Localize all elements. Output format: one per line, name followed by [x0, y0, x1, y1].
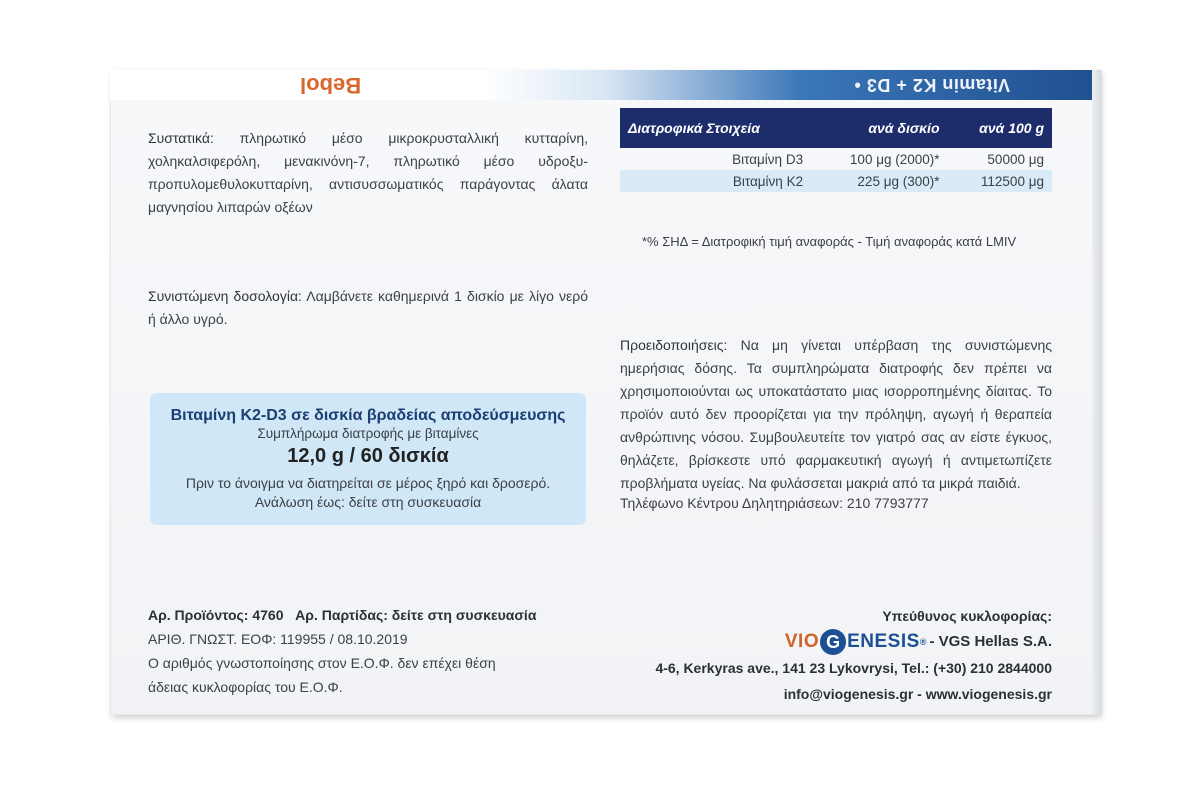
- batch-number: Αρ. Παρτίδας: δείτε στη συσκευασία: [295, 607, 537, 623]
- warnings-text: [620, 334, 1052, 495]
- brand-g-circle: G: [820, 629, 846, 655]
- package-side: [1092, 70, 1102, 715]
- mirrored-product-text: Vitamin K2 + D3 •: [853, 75, 1010, 95]
- nutrition-header: ανά δισκίο: [811, 108, 947, 148]
- product-registration: [148, 603, 536, 699]
- nutrition-footnote: *% ΣΗΔ = Διατροφική τιμή αναφοράς - Τιμή αναφοράς κατά LMIV: [642, 234, 1017, 249]
- dosage-label: Συνιστώμενη δοσολογία:: [148, 288, 302, 304]
- brand-logo: [552, 629, 1052, 655]
- registered-mark: ®: [919, 637, 927, 647]
- poison-center-phone: Τηλέφωνο Κέντρου Δηλητηριάσεων: 210 7793777: [620, 495, 929, 511]
- product-info-box: [150, 393, 586, 525]
- warnings-label: Προειδοποιήσεις:: [620, 337, 728, 353]
- nutrition-cell: 50000 μg: [987, 151, 1044, 167]
- product-title: Βιταμίνη K2-D3 σε δισκία βραδείας αποδεύσμευσης: [170, 407, 566, 424]
- expiry-text: Ανάλωση έως: δείτε στη συσκευασία: [254, 494, 482, 510]
- company-address: 4-6, Kerkyras ave., 141 23 Lykovrysi, Tel.: (+30) 210 2844000: [655, 660, 1052, 676]
- company-contact: info@viogenesis.gr - www.viogenesis.gr: [783, 686, 1052, 702]
- nutrition-header: Διατροφικά Στοιχεία: [620, 108, 811, 148]
- ingredients-body: πληρωτικό μέσο μικροκρυσταλλική κυτταρίνη, χοληκαλσιφερόλη, μενακινόνη-7, πληρωτικό μέσο υδροξυ-προπυλομεθυλοκυτταρίνη, αντισυσσωματικός παράγοντας άλατα μαγνησίου λιπαρών οξέων: [148, 130, 588, 215]
- nutrition-table: [620, 108, 1052, 192]
- nutrition-cell: 112500 μg: [948, 170, 1052, 192]
- warnings-body: Να μη γίνεται υπέρβαση της συνιστώμενης ημερήσιας δόσης. Τα συμπληρώματα διατροφής δεν πρέπει να χρησιμοποιούνται ως υποκατάστατο μιας ισορροπημένης δίαιτας. Το προϊόν αυτό δεν προορίζεται για την πρόληψη, αγωγή ή θεραπεία ανθρώπινης νόσου. Συμβουλευτείτε τον γιατρό σας αν είστε έγκυος, θηλάζετε, βρίσκεστε υπό φαρμακευτική αγωγή ή αντιμετωπίζετε προβλήματα υγείας. Να φυλάσσεται μακριά από τα μικρά παιδιά.: [620, 337, 1052, 491]
- company-name: - VGS Hellas S.A.: [929, 633, 1052, 650]
- mirrored-brand-text: Bebol: [300, 73, 362, 98]
- product-numbers: [148, 603, 536, 627]
- nutrition-cell: 225 μg (300)*: [811, 170, 947, 192]
- nutrition-row: [620, 148, 1052, 170]
- nutrition-cell: Βιταμίνη D3: [732, 151, 804, 167]
- eof-note-1: Ο αριθμός γνωστοποίησης στον Ε.Ο.Φ. δεν επέχει θέση: [148, 655, 496, 671]
- dosage-body: Λαμβάνετε καθημερινά 1 δισκίο με λίγο νερό ή άλλο υγρό.: [148, 288, 588, 327]
- product-quantity: 12,0 g / 60 δισκία: [287, 445, 449, 467]
- brand-enesis: ENESIS: [847, 631, 920, 652]
- ingredients-label: Συστατικά:: [148, 130, 214, 146]
- nutrition-cell: 100 μg (2000)*: [849, 151, 940, 167]
- package-top-flap: [110, 70, 1100, 100]
- brand-vio: VIO: [784, 631, 820, 652]
- nutrition-row: [620, 170, 1052, 192]
- responsible-label: Υπεύθυνος κυκλοφορίας:: [882, 608, 1052, 624]
- eof-number: ΑΡΙΘ. ΓΝΩΣΤ. ΕΟΦ: 119955 / 08.10.2019: [148, 631, 408, 647]
- eof-note-2: άδειας κυκλοφορίας του Ε.Ο.Φ.: [148, 679, 343, 695]
- nutrition-cell: Βιταμίνη K2: [620, 170, 811, 192]
- dosage-text: [148, 285, 588, 331]
- product-number: Αρ. Προϊόντος: 4760: [148, 607, 284, 623]
- product-subtitle: Συμπλήρωμα διατροφής με βιταμίνες: [257, 426, 479, 441]
- ingredients-text: [148, 127, 588, 219]
- nutrition-header: ανά 100 g: [948, 108, 1052, 148]
- nutrition-header-row: [620, 108, 1052, 148]
- storage-text: Πριν το άνοιγμα να διατηρείται σε μέρος ξηρό και δροσερό.: [185, 475, 551, 491]
- responsible-party: [552, 603, 1052, 707]
